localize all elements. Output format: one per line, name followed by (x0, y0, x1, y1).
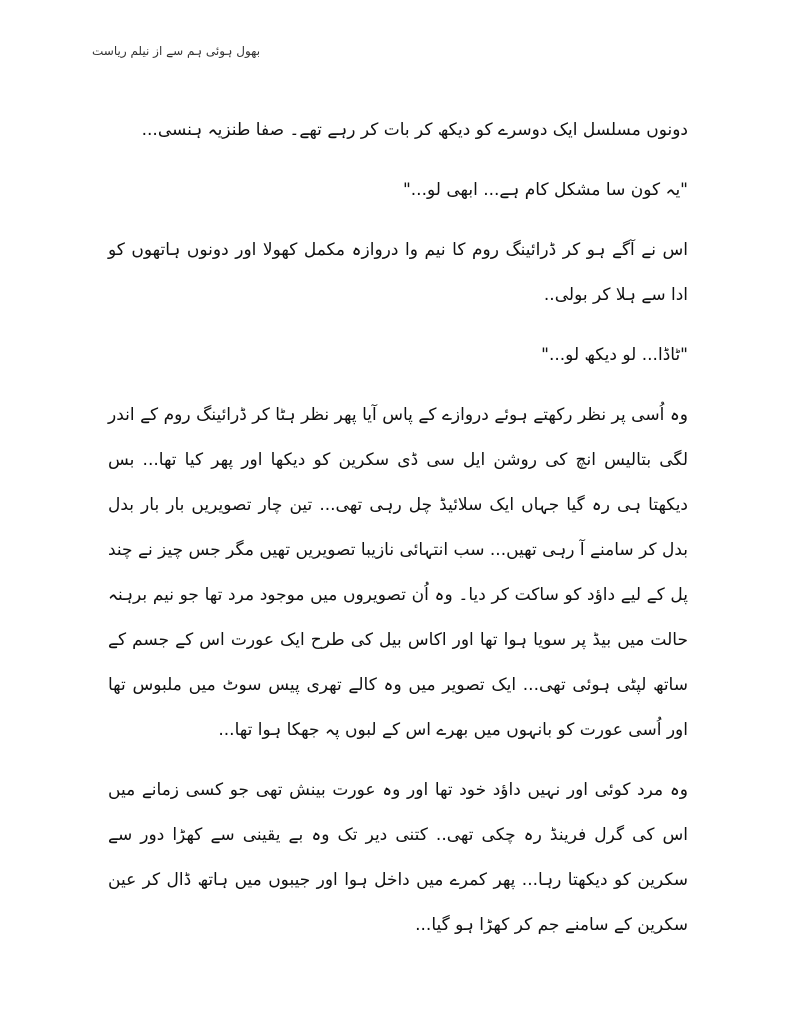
paragraph-dialogue: "یہ کون سا مشکل کام ہے... ابھی لو..." (402, 180, 688, 200)
paragraph: دونوں مسلسل ایک دوسرے کو دیکھ کر بات کر رہے تھے۔ صفا طنزیہ ہنسی... (141, 120, 688, 140)
paragraph: اس نے آگے ہو کر ڈرائینگ روم کا نیم وا دروازہ مکمل کھولا اور دونوں ہاتھوں کو ادا سے ہلا کر بولی.. (108, 240, 688, 305)
paragraph: وہ مرد کوئی اور نہیں داؤد خود تھا اور وہ عورت بینش تھی جو کسی زمانے میں اس کی گرل فرینڈ رہ چکی تھی.. کتنی دیر تک وہ بے یقینی سے کھڑا دور سے سکرین کو دیکھتا رہا... پھر کمرے میں داخل ہوا اور جیبوں میں ہاتھ ڈال کر عین سکرین کے سامنے جم کر کھڑا ہو گیا... (108, 780, 688, 935)
paragraph-dialogue: "ٹاڈا... لو دیکھ لو..." (541, 345, 688, 365)
running-header: بھول ہوئی ہم سے از نیلم ریاست (92, 44, 261, 58)
paragraph: وہ اُسی پر نظر رکھتے ہوئے دروازے کے پاس آیا پھر نظر ہٹا کر ڈرائینگ روم کے اندر لگی بتالیس انچ کی روشن ایل سی ڈی سکرین کو دیکھا اور پھر کیا تھا... بس دیکھتا ہی رہ گیا جہاں ایک سلائیڈ چل رہی تھی... تین چار تصویریں بار بار بدل بدل کر سامنے آ رہی تھیں... سب انتہائی نازیبا تصویریں تھیں مگر جس چیز نے چند پل کے لیے داؤد کو ساکت کر دیا۔ وہ اُن تصویروں میں موجود مرد تھا جو نیم برہنہ حالت میں بیڈ پر سویا ہوا تھا اور اکاس بیل کی طرح ایک عورت اس کے جسم کے ساتھ لپٹی ہوئی تھی... ایک تصویر میں وہ کالے تھری پیس سوٹ میں ملبوس تھا اور اُسی عورت کو بانہوں میں بھرے اس کے لبوں پہ جھکا ہوا تھا... (108, 405, 688, 740)
document-body (108, 108, 688, 963)
